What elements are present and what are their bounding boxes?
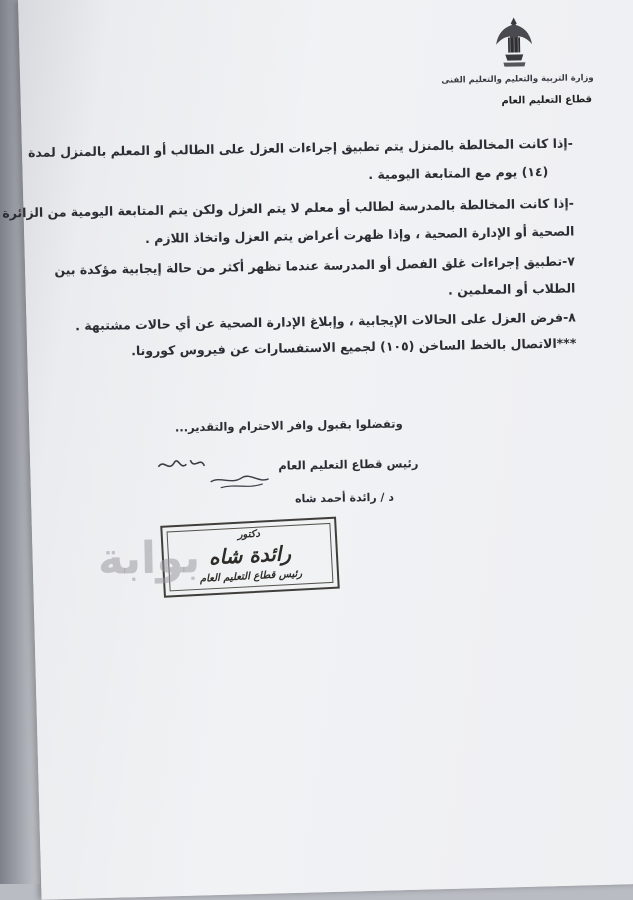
closing-line: وتفضلوا بقبول وافر الاحترام والتقدير... <box>175 416 403 434</box>
body-line-7: ٨-فرض العزل على الحالات الإيجابية ، وإبلاغ الإدارة الصحية عن أي حالات مشتبهة . <box>75 309 576 333</box>
sector-name: قطاع التعليم العام <box>424 94 592 108</box>
stamp-line-3: رئيس قطاع التعليم العام <box>171 567 331 586</box>
handwritten-signature-icon <box>150 450 291 492</box>
signature-title: رئيس قطاع التعليم العام <box>278 456 418 472</box>
ministry-name: وزارة التربية والتعليم والتعليم الفنى <box>414 73 594 86</box>
site-watermark-logo-icon <box>93 522 204 594</box>
svg-text:بوابة: بوابة <box>97 532 200 585</box>
signature-name: د / رائدة أحمد شاه <box>295 491 394 506</box>
body-line-5: ٧-تطبيق إجراءات غلق الفصل أو المدرسة عندما تظهر أكثر من حالة إيجابية مؤكدة بين <box>54 253 575 277</box>
stamp-line-2: رائدة شاه <box>169 539 330 571</box>
body-line-1: -إذا كانت المخالطة بالمنزل يتم تطبيق إجراءات العزل على الطالب أو المعلم بالمنزل لمدة <box>28 135 573 160</box>
body-line-2: (١٤) يوم مع المتابعة اليومية . <box>368 164 548 182</box>
eagle-emblem-icon <box>493 14 536 71</box>
stamp-line-1: دكتور <box>169 525 329 544</box>
body-line-8: ***الاتصال بالخط الساخن (١٠٥) لجميع الاستفسارات عن فيروس كورونا. <box>131 335 576 358</box>
body-line-4: الصحية أو الإدارة الصحية ، وإذا ظهرت أعراض يتم العزل واتخاذ اللازم . <box>145 223 575 245</box>
body-line-6: الطلاب أو المعلمين . <box>448 280 576 297</box>
body-line-3: -إذا كانت المخالطة بالمدرسة لطالب أو معلم لا يتم العزل ولكن يتم المتابعة اليومية من الزائرة <box>2 195 574 220</box>
